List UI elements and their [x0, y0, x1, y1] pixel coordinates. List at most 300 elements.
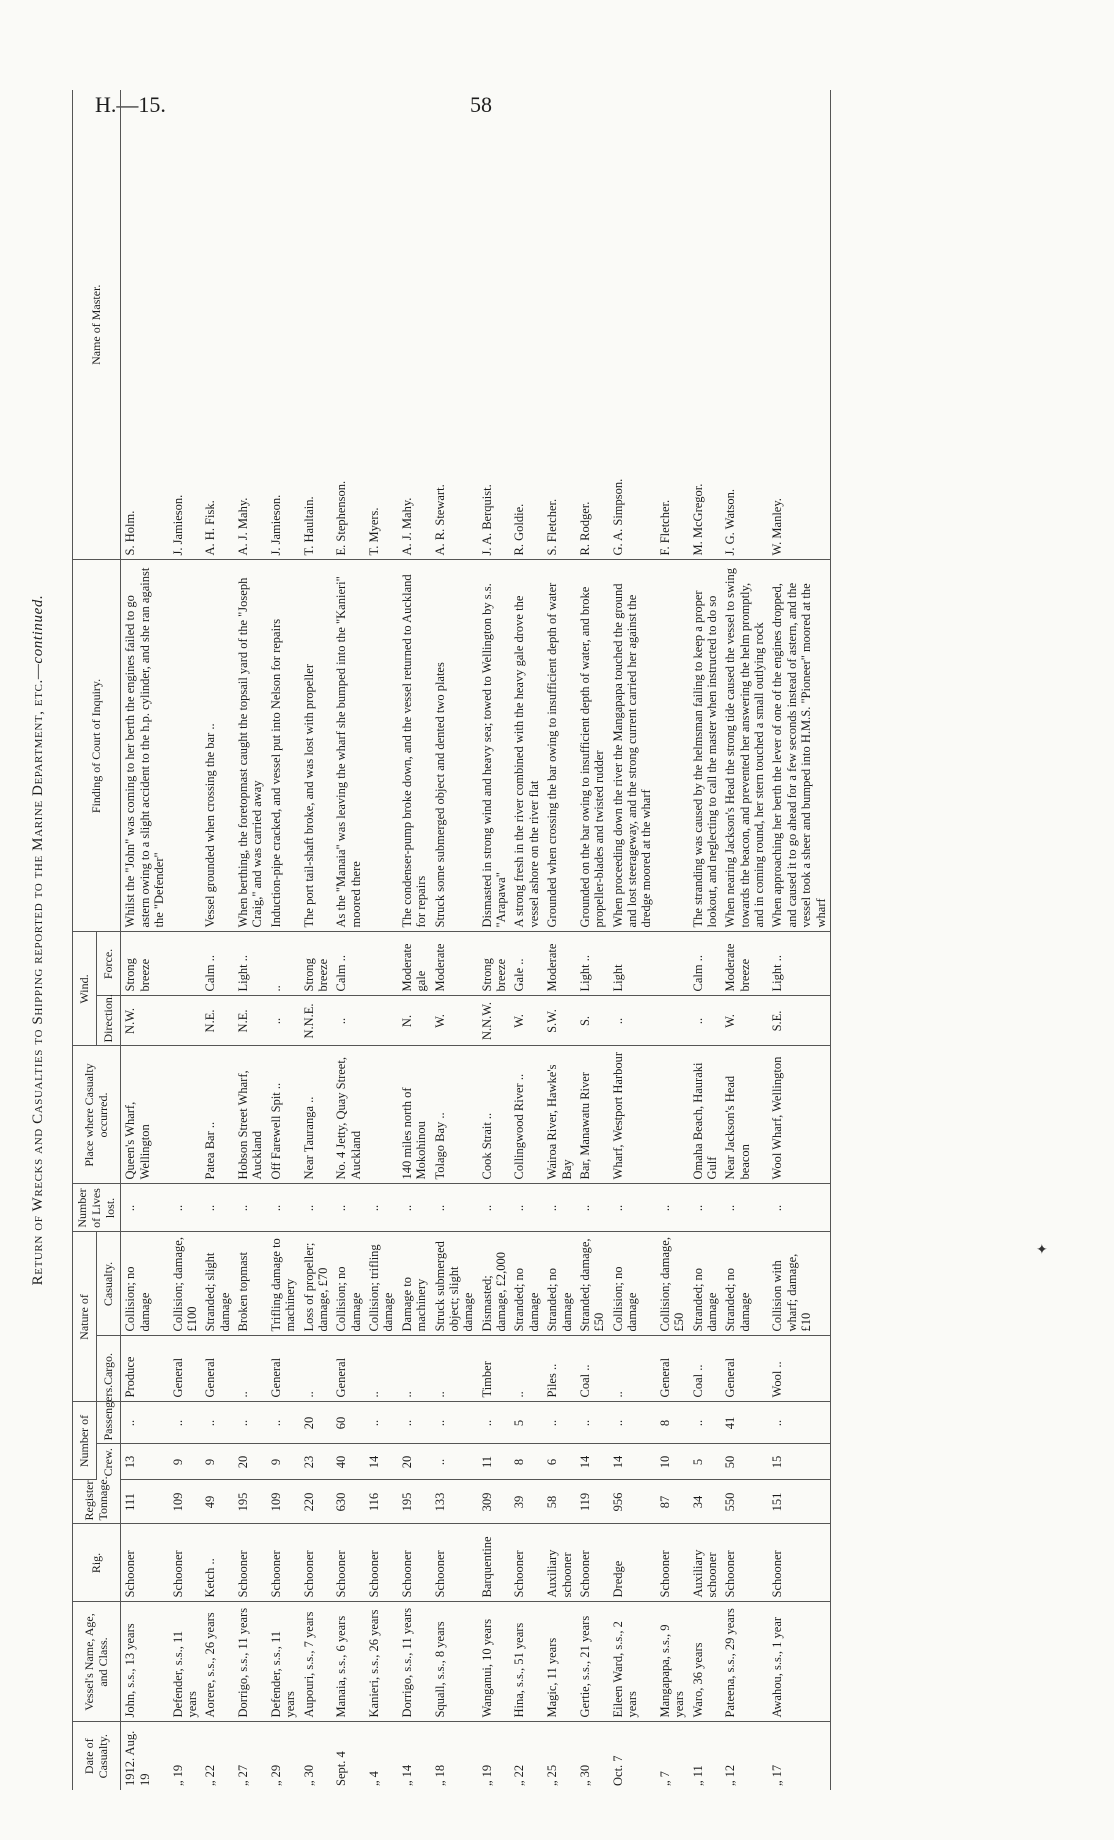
cell-lives: .. [169, 1184, 202, 1232]
cell-casualty: Dismasted; damage, £2,000 [478, 1232, 511, 1336]
cell-force: Light .. [234, 932, 267, 996]
cell-date: Oct. 7 [610, 1755, 625, 1786]
cell-crew: 50 [721, 1444, 768, 1480]
cell-cargo: .. [431, 1336, 478, 1402]
cell-finding: When nearing Jackson's Head the strong tide caused the vessel to swing towards the beacon, and prevented her answering the helm promptly, and in coming round, her stern touched a small outlying rock [721, 560, 768, 932]
cell-lives: .. [234, 1184, 267, 1232]
cell-passengers: .. [121, 1402, 169, 1444]
title-suffix: continued. [30, 594, 46, 664]
cell-rig: Schooner [234, 1524, 267, 1602]
cell-casualty: Broken topmast [234, 1232, 267, 1336]
cell-passengers: .. [398, 1402, 431, 1444]
page-number: 58 [470, 92, 492, 117]
cell-lives: .. [656, 1184, 689, 1232]
cell-vessel: Defender, s.s., 11 years [267, 1602, 300, 1722]
table-row [201, 90, 234, 1790]
cell-place: Tolago Bay .. [431, 1046, 478, 1184]
table-row [721, 90, 768, 1790]
cell-place: Patea Bar .. [201, 1046, 234, 1184]
cell-cargo: .. [365, 1336, 398, 1402]
table-row [234, 90, 267, 1790]
cell-cargo: General [721, 1336, 768, 1402]
cell-casualty: Collision; damage, £100 [169, 1232, 202, 1336]
cell-vessel: Eileen Ward, s.s., 2 years [609, 1602, 656, 1722]
cell-rig: Schooner [768, 1524, 830, 1602]
cell-direction [656, 996, 689, 1046]
cell-force: Moderate [431, 932, 478, 996]
cell-direction: N.N.E. [300, 996, 333, 1046]
cell-crew: 8 [510, 1444, 543, 1480]
table-row [478, 90, 511, 1790]
table-row [576, 90, 609, 1790]
cell-date: „ 7 [657, 1771, 672, 1786]
cell-direction: S.E. [768, 996, 830, 1046]
table-row [689, 90, 722, 1790]
table-row [398, 90, 431, 1790]
cell-lives: .. [478, 1184, 511, 1232]
cell-cargo: General [332, 1336, 365, 1402]
cell-rig: Auxiliary schooner [543, 1524, 576, 1602]
cell-master: J. G. Watson. [721, 90, 768, 560]
cell-passengers: 60 [332, 1402, 365, 1444]
cell-finding [169, 560, 202, 932]
cell-passengers: .. [689, 1402, 722, 1444]
cell-place [656, 1046, 689, 1184]
cell-casualty: Collision with wharf; damage, £10 [768, 1232, 830, 1336]
cell-finding [365, 560, 398, 932]
cell-finding: Struck some submerged object and dented two plates [431, 560, 478, 932]
cell-vessel: Awahou, s.s., 1 year [768, 1602, 830, 1722]
cell-force: Calm .. [689, 932, 722, 996]
cell-master: R. Rodger. [576, 90, 609, 560]
col-finding: Finding of Court of Inquiry. [73, 560, 121, 932]
cell-master: T. Myers. [365, 90, 398, 560]
cell-force: Strong breeze [300, 932, 333, 996]
cell-lives: .. [576, 1184, 609, 1232]
cell-rig: Schooner [398, 1524, 431, 1602]
cell-crew: 20 [398, 1444, 431, 1480]
cell-force: Gale .. [510, 932, 543, 996]
cell-finding: As the "Manaia" was leaving the wharf she bumped into the "Kanieri" moored there [332, 560, 365, 932]
cell-crew: 40 [332, 1444, 365, 1480]
cell-crew: 14 [576, 1444, 609, 1480]
cell-rig: Schooner [576, 1524, 609, 1602]
cell-master: A. H. Fisk. [201, 90, 234, 560]
table-row [121, 90, 169, 1790]
col-wind: Wind. [73, 932, 97, 1046]
col-passengers: Passengers. [97, 1402, 121, 1444]
cell-force: Moderate breeze [721, 932, 768, 996]
cell-lives: .. [609, 1184, 656, 1232]
cell-vessel: Hina, s.s., 51 years [510, 1602, 543, 1722]
cell-place: Queen's Wharf, Wellington [121, 1046, 169, 1184]
cell-rig: Schooner [332, 1524, 365, 1602]
cell-vessel: John, s.s., 13 years [121, 1602, 169, 1722]
col-force: Force. [97, 932, 121, 996]
cell-date: „ 27 [236, 1764, 251, 1786]
cell-tonnage: 109 [169, 1480, 202, 1524]
cell-passengers: .. [768, 1402, 830, 1444]
cell-tonnage: 133 [431, 1480, 478, 1524]
cell-master: E. Stephenson. [332, 90, 365, 560]
cell-casualty: Collision; trifling damage [365, 1232, 398, 1336]
cell-casualty: Stranded; no damage [510, 1232, 543, 1336]
cell-cargo: Wool .. [768, 1336, 830, 1402]
cell-finding: Dismasted in strong wind and heavy sea; towed to Wellington by s.s. "Arapawa" [478, 560, 511, 932]
cell-date: 1912. Aug. 19 [123, 1730, 152, 1786]
cell-finding: When approaching her berth the lever of one of the engines dropped, and caused it to go ahead for a few seconds instead of astern, and the vessel took a sheer and bumped into H.M.S. "Pioneer" moored at the wharf [768, 560, 830, 932]
cell-casualty: Damage to machinery [398, 1232, 431, 1336]
col-place: Place where Casualty occurred. [73, 1046, 121, 1184]
cell-lives: .. [121, 1184, 169, 1232]
table-row [543, 90, 576, 1790]
cell-crew: 5 [689, 1444, 722, 1480]
cell-crew: 10 [656, 1444, 689, 1480]
cell-force [169, 932, 202, 996]
cell-force: Moderate [543, 932, 576, 996]
cell-rig: Schooner [121, 1524, 169, 1602]
cell-master: T. Haultain. [300, 90, 333, 560]
cell-force: Calm .. [201, 932, 234, 996]
cell-lives: .. [267, 1184, 300, 1232]
cell-direction: W. [431, 996, 478, 1046]
cell-casualty: Stranded; damage, £50 [576, 1232, 609, 1336]
cell-crew: 11 [478, 1444, 511, 1480]
cell-rig: Schooner [431, 1524, 478, 1602]
cell-date: „ 29 [268, 1764, 283, 1786]
col-number-of: Number of [73, 1402, 97, 1480]
cell-tonnage: 109 [267, 1480, 300, 1524]
cell-cargo: Produce [121, 1336, 169, 1402]
cell-passengers: 5 [510, 1402, 543, 1444]
cell-direction: N.N.W. [478, 996, 511, 1046]
table-row [656, 90, 689, 1790]
cell-vessel: Dorrigo, s.s., 11 years [234, 1602, 267, 1722]
cell-passengers: .. [365, 1402, 398, 1444]
cell-cargo: .. [510, 1336, 543, 1402]
cell-date: „ 4 [367, 1771, 382, 1786]
cell-casualty: Collision; no damage [121, 1232, 169, 1336]
cell-vessel: Waro, 36 years [689, 1602, 722, 1722]
cell-rig: Dredge [609, 1524, 656, 1602]
cell-rig: Schooner [721, 1524, 768, 1602]
cell-passengers: .. [267, 1402, 300, 1444]
cell-cargo: General [656, 1336, 689, 1402]
cell-finding: When berthing, the foretopmast caught the topsail yard of the "Joseph Craig," and was carried away [234, 560, 267, 932]
cell-date: „ 12 [723, 1764, 738, 1786]
cell-place: 140 miles north of Mokohinou [398, 1046, 431, 1184]
cell-direction [365, 996, 398, 1046]
cell-cargo: General [267, 1336, 300, 1402]
cell-date: „ 25 [545, 1764, 560, 1786]
cell-finding: Vessel grounded when crossing the bar .. [201, 560, 234, 932]
cell-crew: 6 [543, 1444, 576, 1480]
cell-date: „ 30 [301, 1764, 316, 1786]
cell-master: S. Holm. [121, 90, 169, 560]
cell-crew: 15 [768, 1444, 830, 1480]
cell-cargo: Coal .. [689, 1336, 722, 1402]
cell-finding: The port tail-shaft broke, and was lost with propeller [300, 560, 333, 932]
col-nature-of: Nature of [73, 1232, 97, 1402]
cell-date: Sept. 4 [334, 1751, 349, 1786]
cell-passengers: .. [609, 1402, 656, 1444]
cell-tonnage: 220 [300, 1480, 333, 1524]
col-cargo: Cargo. [97, 1336, 121, 1402]
cell-finding: The stranding was caused by the helmsman failing to keep a proper lookout, and neglecting to call the master when instructed to do so [689, 560, 722, 932]
cell-crew: 9 [267, 1444, 300, 1480]
cell-force [656, 932, 689, 996]
cell-date: „ 18 [432, 1764, 447, 1786]
cell-rig: Barquentine [478, 1524, 511, 1602]
cell-direction: W. [721, 996, 768, 1046]
cell-finding [656, 560, 689, 932]
cell-vessel: Aorere, s.s., 26 years [201, 1602, 234, 1722]
col-date: Date of Casualty. [73, 1722, 121, 1790]
cell-rig: Ketch .. [201, 1524, 234, 1602]
cell-cargo: .. [234, 1336, 267, 1402]
cell-date: „ 22 [512, 1764, 527, 1786]
cell-finding: Whilst the "John" was coming to her berth the engines failed to go astern owing to a slight accident to the h.p. cylinder, and she ran against the "Defender" [121, 560, 169, 932]
cell-tonnage: 309 [478, 1480, 511, 1524]
cell-force: Light .. [768, 932, 830, 996]
cell-casualty: Collision; no damage [332, 1232, 365, 1336]
col-casualty: Casualty. [97, 1232, 121, 1336]
cell-tonnage: 195 [234, 1480, 267, 1524]
cell-lives: .. [332, 1184, 365, 1232]
col-tonnage: Register Tonnage. [73, 1480, 121, 1524]
cell-lives: .. [510, 1184, 543, 1232]
cell-cargo: Piles .. [543, 1336, 576, 1402]
cell-place: Wharf, Westport Harbour [609, 1046, 656, 1184]
cell-direction: S.W. [543, 996, 576, 1046]
cell-place: Near Jackson's Head beacon [721, 1046, 768, 1184]
cell-passengers: .. [478, 1402, 511, 1444]
cell-passengers: .. [234, 1402, 267, 1444]
cell-cargo: .. [300, 1336, 333, 1402]
col-direction: Direction. [97, 996, 121, 1046]
rotated-table-region [30, 90, 1070, 1790]
cell-lives: .. [768, 1184, 830, 1232]
cell-master: J. Jamieson. [169, 90, 202, 560]
cell-crew: 9 [201, 1444, 234, 1480]
cell-tonnage: 111 [121, 1480, 169, 1524]
cell-place: Hobson Street Wharf, Auckland [234, 1046, 267, 1184]
cell-lives: .. [201, 1184, 234, 1232]
cell-place: Cook Strait .. [478, 1046, 511, 1184]
cell-crew: 23 [300, 1444, 333, 1480]
col-vessel: Vessel's Name, Age, and Class. [73, 1602, 121, 1722]
cell-place: Near Tauranga .. [300, 1046, 333, 1184]
col-master: Name of Master. [73, 90, 121, 560]
cell-lives: .. [431, 1184, 478, 1232]
table-row [510, 90, 543, 1790]
col-lives: Number of Lives lost. [73, 1184, 121, 1232]
cell-direction: .. [267, 996, 300, 1046]
cell-lives: .. [543, 1184, 576, 1232]
cell-place [169, 1046, 202, 1184]
cell-crew: .. [431, 1444, 478, 1480]
cell-casualty: Stranded; no damage [721, 1232, 768, 1336]
stray-mark-1: ✦ [1036, 1242, 1048, 1258]
cell-vessel: Wanganui, 10 years [478, 1602, 511, 1722]
cell-vessel: Pateena, s.s., 29 years [721, 1602, 768, 1722]
cell-place: Bar, Manawatu River [576, 1046, 609, 1184]
cell-cargo: Coal .. [576, 1336, 609, 1402]
cell-force [365, 932, 398, 996]
cell-passengers: .. [576, 1402, 609, 1444]
cell-crew: 20 [234, 1444, 267, 1480]
table-row [431, 90, 478, 1790]
cell-master: W. Manley. [768, 90, 830, 560]
cell-master: J. Jamieson. [267, 90, 300, 560]
cell-vessel: Squall, s.s., 8 years [431, 1602, 478, 1722]
cell-vessel: Manaia, s.s., 6 years [332, 1602, 365, 1722]
cell-cargo: .. [609, 1336, 656, 1402]
cell-vessel: Aupouri, s.s., 7 years [300, 1602, 333, 1722]
cell-force: Moderate gale [398, 932, 431, 996]
table-row [365, 90, 398, 1790]
cell-direction: N.E. [234, 996, 267, 1046]
cell-master: S. Fletcher. [543, 90, 576, 560]
cell-direction: .. [609, 996, 656, 1046]
cell-lives: .. [300, 1184, 333, 1232]
cell-finding: The condenser-pump broke down, and the vessel returned to Auckland for repairs [398, 560, 431, 932]
cell-vessel: Magic, 11 years [543, 1602, 576, 1722]
cell-master: J. A. Berquist. [478, 90, 511, 560]
cell-force: Light .. [576, 932, 609, 996]
cell-finding: Induction-pipe cracked, and vessel put into Nelson for repairs [267, 560, 300, 932]
cell-force: Strong breeze [121, 932, 169, 996]
cell-rig: Schooner [365, 1524, 398, 1602]
table-row [169, 90, 202, 1790]
cell-master: R. Goldie. [510, 90, 543, 560]
cell-casualty: Collision; no damage [609, 1232, 656, 1336]
cell-casualty: Stranded; no damage [543, 1232, 576, 1336]
cell-rig: Schooner [300, 1524, 333, 1602]
cell-rig: Schooner [656, 1524, 689, 1602]
cell-place: Omaha Beach, Hauraki Gulf [689, 1046, 722, 1184]
cell-place: No. 4 Jetty, Quay Street, Auckland [332, 1046, 365, 1184]
cell-tonnage: 956 [609, 1480, 656, 1524]
cell-cargo: Timber [478, 1336, 511, 1402]
cell-vessel: Mangapapa, s.s., 9 years [656, 1602, 689, 1722]
cell-finding: Grounded on the bar owing to insufficient depth of water, and broke propeller-blades and twisted rudder [576, 560, 609, 932]
casualty-table-body [121, 90, 831, 1790]
cell-tonnage: 58 [543, 1480, 576, 1524]
cell-rig: Schooner [267, 1524, 300, 1602]
cell-date: „ 14 [399, 1764, 414, 1786]
cell-force: .. [267, 932, 300, 996]
cell-tonnage: 39 [510, 1480, 543, 1524]
col-rig: Rig. [73, 1524, 121, 1602]
cell-tonnage: 116 [365, 1480, 398, 1524]
cell-direction: S. [576, 996, 609, 1046]
cell-master: A. R. Stewart. [431, 90, 478, 560]
cell-crew: 13 [121, 1444, 169, 1480]
cell-tonnage: 87 [656, 1480, 689, 1524]
cell-place: Off Farewell Spit .. [267, 1046, 300, 1184]
cell-passengers: 41 [721, 1402, 768, 1444]
cell-master: G. A. Simpson. [609, 90, 656, 560]
cell-finding: Grounded when crossing the bar owing to insufficient depth of water [543, 560, 576, 932]
cell-finding: A strong fresh in the river combined with the heavy gale drove the vessel ashore on the river flat [510, 560, 543, 932]
cell-tonnage: 34 [689, 1480, 722, 1524]
cell-force: Strong breeze [478, 932, 511, 996]
cell-vessel: Defender, s.s., 11 years [169, 1602, 202, 1722]
cell-vessel: Dorrigo, s.s., 11 years [398, 1602, 431, 1722]
cell-tonnage: 119 [576, 1480, 609, 1524]
cell-cargo: .. [398, 1336, 431, 1402]
cell-force: Light [609, 932, 656, 996]
cell-finding: When proceeding down the river the Mangapapa touched the ground and lost steerageway, and the strong current carried her against the dredge moored at the wharf [609, 560, 656, 932]
cell-direction: .. [689, 996, 722, 1046]
cell-cargo: General [201, 1336, 234, 1402]
cell-tonnage: 630 [332, 1480, 365, 1524]
cell-direction: W. [510, 996, 543, 1046]
page-title [30, 90, 47, 1790]
cell-casualty: Collision; damage, £50 [656, 1232, 689, 1336]
cell-passengers: .. [431, 1402, 478, 1444]
cell-direction: .. [332, 996, 365, 1046]
cell-passengers: 20 [300, 1402, 333, 1444]
cell-casualty: Loss of propeller; damage, £70 [300, 1232, 333, 1336]
cell-lives: .. [398, 1184, 431, 1232]
table-row [300, 90, 333, 1790]
table-row [332, 90, 365, 1790]
cell-direction [169, 996, 202, 1046]
table-row [609, 90, 656, 1790]
cell-master: F. Fletcher. [656, 90, 689, 560]
cell-date: „ 22 [203, 1764, 218, 1786]
cell-force: Calm .. [332, 932, 365, 996]
casualty-table [72, 90, 831, 1790]
cell-casualty: Stranded; no damage [689, 1232, 722, 1336]
cell-rig: Schooner [169, 1524, 202, 1602]
cell-lives: .. [721, 1184, 768, 1232]
cell-vessel: Gertie, s.s., 21 years [576, 1602, 609, 1722]
cell-direction: N.W. [121, 996, 169, 1046]
cell-place: Wool Wharf, Wellington [768, 1046, 830, 1184]
cell-passengers: 8 [656, 1402, 689, 1444]
table-row [267, 90, 300, 1790]
cell-casualty: Stranded; slight damage [201, 1232, 234, 1336]
cell-tonnage: 195 [398, 1480, 431, 1524]
cell-date: „ 19 [170, 1764, 185, 1786]
cell-direction: N.E. [201, 996, 234, 1046]
cell-rig: Schooner [510, 1524, 543, 1602]
cell-place: Wairoa River, Hawke's Bay [543, 1046, 576, 1184]
cell-tonnage: 49 [201, 1480, 234, 1524]
cell-lives: .. [365, 1184, 398, 1232]
cell-passengers: .. [201, 1402, 234, 1444]
cell-date: „ 17 [768, 1722, 830, 1790]
cell-date: „ 11 [690, 1765, 705, 1786]
cell-vessel: Kanieri, s.s., 26 years [365, 1602, 398, 1722]
cell-crew: 14 [609, 1444, 656, 1480]
cell-tonnage: 151 [768, 1480, 830, 1524]
cell-master: A. J. Mahy. [398, 90, 431, 560]
table-row [768, 90, 830, 1790]
cell-direction: N. [398, 996, 431, 1046]
cell-tonnage: 550 [721, 1480, 768, 1524]
cell-master: M. McGregor. [689, 90, 722, 560]
cell-casualty: Trifling damage to machinery [267, 1232, 300, 1336]
cell-place: Collingwood River .. [510, 1046, 543, 1184]
title-main: Return of Wrecks and Casualties to Shipping reported to the Marine Department, etc.— [30, 663, 46, 1286]
col-crew: Crew. [97, 1444, 121, 1480]
cell-place [365, 1046, 398, 1184]
cell-cargo: General [169, 1336, 202, 1402]
